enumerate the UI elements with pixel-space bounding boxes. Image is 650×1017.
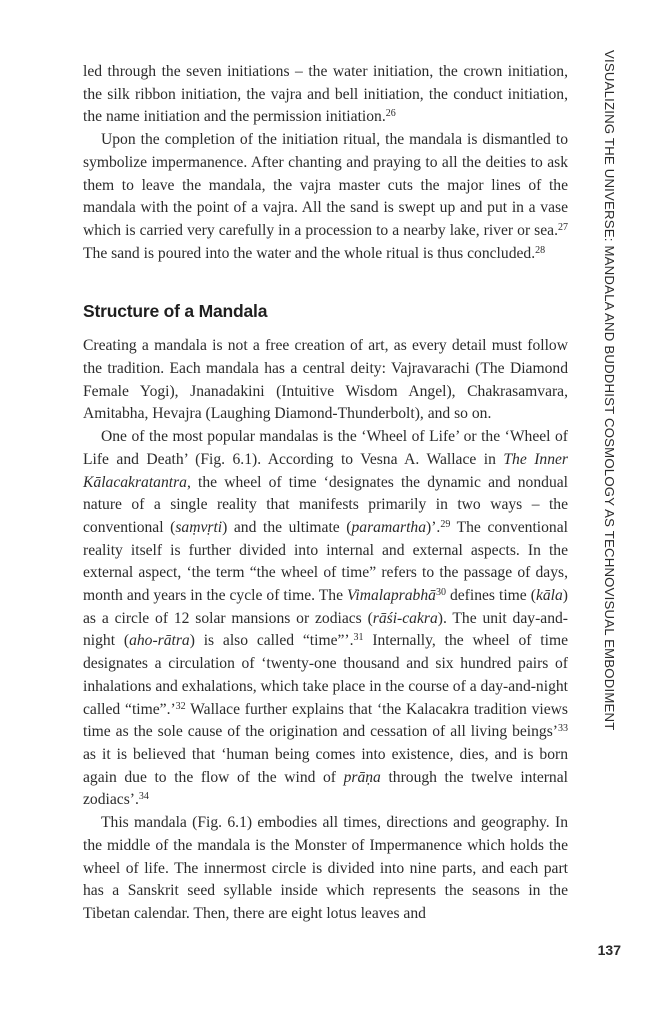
sanskrit-term: paramartha xyxy=(351,518,427,536)
running-head: VISUALIZING THE UNIVERSE: MANDALA AND BUDDHIST COSMOLOGY AS TECHNOVISUAL EMBODIMENT xyxy=(602,50,617,731)
text-run: Internally, the wheel of time designates a circulation of ‘twenty-one thousand and six hundred pairs of inhalations and exhalations, which take place in the course of a day-and-night called “time”.’ xyxy=(83,632,569,718)
text-run: ). The unit day-and-night ( xyxy=(83,609,568,650)
text-run: ) is also called “time”’. xyxy=(189,632,354,650)
footnote-ref-29: 29 xyxy=(440,518,451,530)
text-run: The sand is poured into the water and the whole ritual is thus concluded. xyxy=(83,244,536,262)
paragraph-1 xyxy=(83,61,568,129)
page-number: 137 xyxy=(597,942,621,958)
footnote-ref-30: 30 xyxy=(435,587,446,599)
book-title: The Inner Kālacakratantra xyxy=(83,450,568,491)
text-run: through the twelve internal zodiacs’. xyxy=(83,768,568,809)
section-heading: Structure of a Mandala xyxy=(83,301,268,322)
text-run: Upon the completion of the initiation ritual, the mandala is dismantled to symbolize impermanence. After chanting and praying to all the deities to ask them to leave the mandala, the vajra master cuts the major lines of the mandala with the point of a vajra. All the sand is swept up and put in a vase which is carried very carefully in a procession to a nearby lake, river or sea. xyxy=(83,131,568,239)
sanskrit-term: prāṇa xyxy=(343,768,381,786)
text-run: ) and the ultimate ( xyxy=(222,518,352,536)
sanskrit-term: saṃvṛti xyxy=(175,518,223,536)
footnote-ref-26: 26 xyxy=(385,108,396,120)
sanskrit-term: rāśi-cakra xyxy=(372,609,438,627)
paragraph-3 xyxy=(83,335,568,426)
paragraph-5 xyxy=(83,812,568,926)
sanskrit-term: kāla xyxy=(535,587,563,605)
text-run: The conventional reality itself is further divided into internal and external aspects. In the external aspect, ‘the term “the wheel of time” refers to the passage of days, month and years in the cycle of time. The xyxy=(83,518,568,605)
text-run: as it is believed that ‘human being comes into existence, dies, and is born again due to the flow of the wind of xyxy=(83,745,568,786)
sanskrit-term: aho-rātra xyxy=(129,632,190,650)
body-text xyxy=(83,61,568,926)
text-run: led through the seven initiations – the water initiation, the crown initiation, the silk ribbon initiation, the vajra and bell initiation, the conduct initiation, the name initiation and the permission initiation. xyxy=(83,63,568,126)
text-run: Wallace further explains that ‘the Kalacakra tradition views time as the sole cause of the origination and cessation of all living beings’ xyxy=(83,700,568,741)
text-run: ) as a circle of 12 solar mansions or zodiacs ( xyxy=(83,587,568,627)
footnote-ref-31: 31 xyxy=(353,632,364,644)
footnote-ref-27: 27 xyxy=(558,221,568,233)
text-run: , the wheel of time ‘designates the dynamic and nondual nature of a single reality that manifests primarily in two ways – the conventional ( xyxy=(83,473,568,536)
text-run: This mandala (Fig. 6.1) embodies all times, directions and geography. In the middle of the mandala is the Monster of Impermanence which holds the wheel of life. The innermost circle is divided into nine parts, and each part has a Sanskrit seed syllable inside which represents the seasons in the Tibetan calendar. Then, there are eight lotus leaves and xyxy=(83,814,568,922)
text-run: defines time ( xyxy=(445,587,536,605)
footnote-ref-32: 32 xyxy=(175,700,186,712)
text-run: )’. xyxy=(426,518,441,536)
text-run: Creating a mandala is not a free creation of art, as every detail must follow the tradition. Each mandala has a central deity: Vajravarachi (The Diamond Female Yogi), Jnanadakini (Intuitive Wisdom Angel), Chakrasamvara, Amitabha, Hevajra (Laughing Diamond-Thunderbolt), and so on. xyxy=(83,337,568,423)
paragraph-4 xyxy=(83,426,568,812)
footnote-ref-33: 33 xyxy=(558,723,568,735)
footnote-ref-34: 34 xyxy=(138,791,149,803)
text-run: One of the most popular mandalas is the ‘Wheel of Life’ or the ‘Wheel of Life and Death’ (Fig. 6.1). According to Vesna A. Wallace in xyxy=(83,428,568,468)
paragraph-2 xyxy=(83,129,568,265)
book-title: Vimalaprabhā xyxy=(347,587,436,605)
footnote-ref-28: 28 xyxy=(535,244,546,256)
